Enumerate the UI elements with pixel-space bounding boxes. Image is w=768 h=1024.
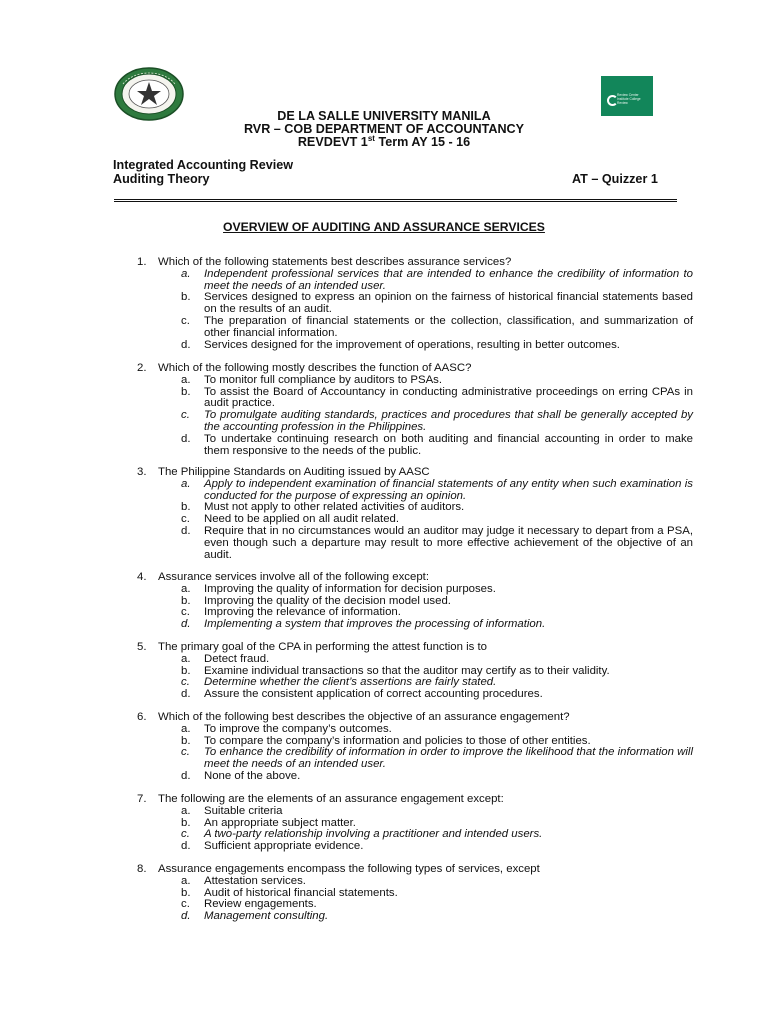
department-name: RVR – COB DEPARTMENT OF ACCOUNTANCY	[243, 122, 525, 136]
option-c: c. A two-party relationship involving a practitioner and intended users.	[181, 828, 543, 841]
option-c: c. Improving the relevance of information.	[181, 606, 401, 619]
question-5: 5. The primary goal of the CPA in performing the attest function is to a. Detect fraud. b. Examine individual transactions so that the auditor may certify as to their validity. c. Determine whether the client’s assertions are fairly stated. d. Assure the consistent application of correct accounting procedures.	[137, 642, 693, 701]
partner-logo-text: Review Center Institute College Review	[617, 93, 641, 105]
option-d: d. Sufficient appropriate evidence.	[181, 840, 364, 853]
question-stem: Which of the following statements best describes assurance services?	[158, 256, 512, 268]
option-b: b. Must not apply to other related activities of auditors.	[181, 501, 465, 514]
question-1: 1. Which of the following statements best describes assurance services? a. Independent professional services that are intended to enhance the credibility of information to meet the needs of an intended user. b. Services designed to express an opinion on the fairness of historical financial statements based on the results of an audit. c. The preparation of financial statements or the collection, classification, and summarization of other financial information. d. Services designed for the improvement of operations, resulting in better outcomes.	[137, 256, 693, 351]
option-a: a. Suitable criteria	[181, 804, 283, 817]
option-c: c. Determine whether the client’s assertions are fairly stated.	[181, 676, 497, 689]
option-c: c. The preparation of financial statements or the collection, classification, and summarization of other financial information.	[181, 314, 693, 339]
option-a: a. To monitor full compliance by auditors to PSAs.	[181, 373, 443, 386]
option-b: b. To compare the company’s information and policies to those of other entities.	[181, 734, 591, 747]
separator-rule	[114, 199, 677, 202]
option-b: b. Improving the quality of the decision model used.	[181, 594, 451, 607]
question-4: 4. Assurance services involve all of the following except: a. Improving the quality of information for decision purposes. b. Improving the quality of the decision model used. c. Improving the relevance of information. d. Implementing a system that improves the processing of information.	[137, 572, 693, 631]
question-stem: Assurance services involve all of the following except:	[158, 571, 429, 583]
option-c: c. To enhance the credibility of information in order to improve the likelihood that the information will meet the needs of an intended user.	[181, 746, 693, 771]
question-stem: The following are the elements of an assurance engagement except:	[158, 793, 504, 805]
option-a: a. Attestation services.	[181, 874, 306, 887]
option-d: d. Management consulting.	[181, 910, 329, 923]
question-stem: Which of the following best describes the objective of an assurance engagement?	[158, 711, 570, 723]
option-d: d. Implementing a system that improves the processing of information.	[181, 618, 546, 631]
option-c: c. To promulgate auditing standards, practices and procedures that shall be generally accepted by the accounting profession in the Philippines.	[181, 409, 693, 433]
option-d: d. To undertake continuing research on both auditing and financial accounting in order to make them responsive to the needs of the public.	[181, 432, 693, 457]
option-a: a. Improving the quality of information for decision purposes.	[181, 582, 496, 595]
question-stem: The primary goal of the CPA in performing the attest function is to	[158, 641, 488, 653]
section-title: OVERVIEW OF AUDITING AND ASSURANCE SERVICES	[223, 220, 545, 234]
question-8: 8. Assurance engagements encompass the following types of services, except a. Attestation services. b. Audit of historical financial statements. c. Review engagements. d. Management consulting.	[137, 864, 693, 923]
option-c: c. Review engagements.	[181, 898, 317, 911]
term-line: REVDEVT 1st Term AY 15 - 16	[297, 133, 471, 149]
option-d: d. Assure the consistent application of correct accounting procedures.	[181, 688, 543, 701]
question-2: 2. Which of the following mostly describes the function of AASC? a. To monitor full compliance by auditors to PSAs. b. To assist the Board of Accountancy in conducting administrative proceedings on erring CPAs in audit practice. c. To promulgate auditing standards, practices and procedures that shall be generally accepted by the accounting profession in the Philippines. d. To undertake continuing research on both auditing and financial accounting in order to make them responsive to the needs of the public.	[137, 362, 693, 457]
option-b: b. Services designed to express an opinion on the fairness of historical financial statements based on the results of an audit.	[181, 291, 693, 316]
option-a: a. Detect fraud.	[181, 652, 270, 665]
option-d: d. Require that in no circumstances would an auditor may judge it necessary to depart from a PSA, even though such a departure may result to more effective achievement of the objective of an audit.	[181, 524, 693, 561]
question-stem: The Philippine Standards on Auditing issued by AASC	[158, 466, 430, 478]
option-b: b. To assist the Board of Accountancy in conducting administrative proceedings on erring CPAs in audit practice.	[181, 385, 693, 410]
option-c: c. Need to be applied on all audit related.	[181, 513, 400, 526]
question-stem: Assurance engagements encompass the following types of services, except	[158, 863, 540, 875]
question-3: 3. The Philippine Standards on Auditing issued by AASC a. Apply to independent examination of financial statements of any entity when such examination is conducted for the purpose of expressing an opinion. b. Must not apply to other related activities of auditors. c. Need to be applied on all audit related. d. Require that in no circumstances would an auditor may judge it necessary to depart from a PSA, even though such a departure may result to more effective achievement of the objective of an audit.	[137, 466, 693, 561]
question-7: 7. The following are the elements of an assurance engagement except: a. Suitable criteria b. An appropriate subject matter. c. A two-party relationship involving a practitioner and intended users. d. Sufficient appropriate evidence.	[137, 794, 693, 853]
option-b: b. An appropriate subject matter.	[181, 816, 356, 829]
question-6: 6. Which of the following best describes the objective of an assurance engagement? a. To improve the company’s outcomes. b. To compare the company’s information and policies to those of other entities. c. To enhance the credibility of information in order to improve the likelihood that the information will meet the needs of an intended user. d. None of the above.	[137, 711, 693, 782]
quizzer-label: AT – Quizzer 1	[572, 172, 658, 186]
option-a: a. To improve the company’s outcomes.	[181, 722, 392, 735]
option-a: a. Independent professional services that are intended to enhance the credibility of information to meet the needs of an intended user.	[181, 267, 693, 292]
option-b: b. Examine individual transactions so that the auditor may certify as to their validity.	[181, 664, 610, 677]
option-d: d. Services designed for the improvement of operations, resulting in better outcomes.	[181, 338, 620, 351]
subject-title: Auditing Theory	[113, 172, 210, 186]
course-title: Integrated Accounting Review	[113, 158, 294, 172]
option-d: d. None of the above.	[181, 769, 301, 782]
option-a: a. Apply to independent examination of financial statements of any entity when such examination is conducted for the purpose of expressing an opinion.	[181, 477, 693, 502]
university-name: DE LA SALLE UNIVERSITY MANILA	[277, 109, 491, 123]
option-b: b. Audit of historical financial statements.	[181, 886, 398, 899]
question-stem: Which of the following mostly describes the function of AASC?	[158, 362, 472, 374]
